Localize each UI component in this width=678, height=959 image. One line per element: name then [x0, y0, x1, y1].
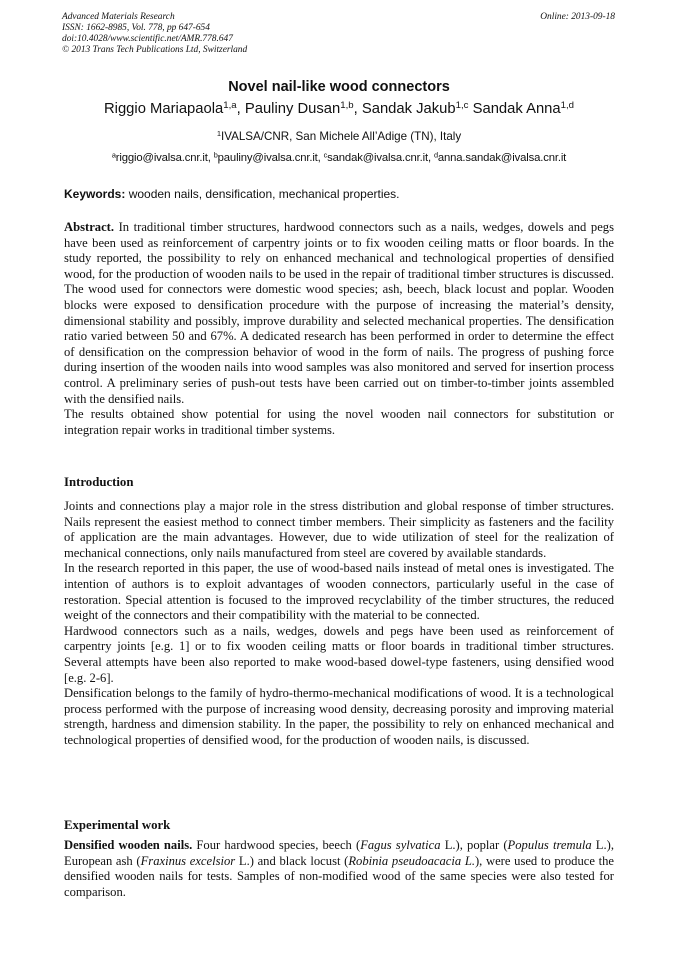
- email-address: anna.sandak@ivalsa.cnr.it: [437, 152, 567, 164]
- keywords-label: Keywords:: [64, 187, 126, 201]
- author-affil-mark: 1,c: [455, 100, 469, 112]
- experimental-paragraph: [64, 838, 614, 900]
- issn-line: ISSN: 1662-8985, Vol. 778, pp 647-654: [62, 23, 210, 33]
- author-name: Sandak Jakub: [361, 101, 456, 117]
- author-separator: ,: [353, 101, 362, 117]
- author-name: Riggio Mariapaola: [103, 101, 224, 117]
- keywords-text: wooden nails, densification, mechanical properties.: [125, 187, 400, 201]
- text-run: Four hardwood species, beech (: [192, 838, 361, 852]
- email-separator: ,: [427, 152, 434, 164]
- author-name: Sandak Anna: [472, 101, 561, 117]
- doi-line: doi:10.4028/www.scientific.net/AMR.778.647: [62, 34, 233, 44]
- email-mark: a: [111, 150, 116, 160]
- intro-paragraph: In the research reported in this paper, the use of wood-based nails instead of metal ones is investigated. The intention of authors is to exploit advantages of wooden connectors, particularly useful in the case of restoration. Special attention is focused to the improved recyclability of the timber structures, the reduced weight of the connectors and their compatibility with the material to be connected.: [64, 561, 614, 623]
- affiliation: [0, 130, 678, 143]
- text-run: ), were used to produce the densified wooden nails for tests. Samples of non-modified wood of the same species were also tested for comparison.: [64, 853, 614, 899]
- affiliation-mark: 1: [216, 129, 222, 139]
- text-run: L.), poplar (: [440, 838, 508, 852]
- email-address: sandak@ivalsa.cnr.it: [327, 152, 428, 164]
- text-run: L.), European ash (: [64, 838, 614, 868]
- introduction-heading: Introduction: [64, 475, 134, 489]
- journal-name: Advanced Materials Research: [62, 12, 175, 22]
- abstract: [64, 220, 614, 438]
- subsection-label: Densified wooden nails.: [64, 838, 193, 852]
- introduction-section: [64, 499, 614, 749]
- author-name: Pauliny Dusan: [244, 101, 341, 117]
- author-affil-mark: 1,d: [560, 100, 574, 112]
- species-name: Fraxinus excelsior: [140, 853, 236, 868]
- email-separator: ,: [317, 152, 324, 164]
- author-affil-mark: 1,b: [340, 100, 354, 112]
- abstract-label: Abstract.: [64, 220, 115, 234]
- abstract-paragraph: [64, 220, 614, 407]
- email-list: [0, 152, 678, 164]
- intro-paragraph: Hardwood connectors such as a nails, wedges, dowels and pegs have been used as reinforcement of carpentry joints [e.g. 1] or to fix wooden ceiling matts or floor boards in traditional timber structures. Several attempts have been also reported to make wood-based dowel-type fasteners, using densified wood [e.g. 2-6].: [64, 623, 614, 685]
- intro-paragraph: Joints and connections play a major role in the stress distribution and global response of timber structures. Nails represent the easiest method to connect timber members. Their simplicity as fasteners and the facility of application are the main advantages. However, due to wide utilization of steel for the realization of mechanical connections, only nails manufactured from steel are covered by available standards.: [64, 499, 614, 560]
- text-run: L.) and black locust (: [235, 853, 349, 868]
- email-mark: c: [323, 150, 328, 160]
- species-name: Robinia pseudoacacia L.: [348, 853, 475, 868]
- email-separator: ,: [207, 152, 214, 164]
- copyright-line: © 2013 Trans Tech Publications Ltd, Switzerland: [62, 45, 248, 55]
- email-address: riggio@ivalsa.cnr.it: [115, 152, 208, 164]
- email-mark: b: [213, 150, 218, 160]
- paper-title: Novel nail-like wood connectors: [228, 79, 450, 95]
- intro-paragraph: Densification belongs to the family of hydro-thermo-mechanical modifications of wood. It is a technological process performed with the purpose of increasing wood density, decreasing porosity and improving material strength, hardness and dimension stability. In the paper, the possibility to rely on enhanced mechanical and technological properties of densified wood, for the production of wooden nails, is discussed.: [64, 686, 614, 747]
- species-name: Populus tremula: [507, 838, 592, 852]
- author-affil-mark: 1,a: [223, 100, 237, 112]
- experimental-heading: Experimental work: [64, 818, 171, 832]
- affiliation-text: IVALSA/CNR, San Michele All’Adige (TN), Italy: [221, 130, 462, 143]
- online-date: Online: 2013-09-18: [540, 12, 615, 22]
- abstract-text: In traditional timber structures, hardwood connectors such as a nails, wedges, dowels and pegs have been used as reinforcement of carpentry joints or to fix wooden ceiling matts or floor boards. In the study reported, the possibility to rely on enhanced mechanical and technological properties of densified wood, for the production of wooden nails to be used in the repair of traditional timber structures is discussed. The wood used for connectors were domestic wood species; ash, beech, black locust and poplar. Wooden blocks were exposed to densification procedure with the purpose of increasing the material’s density, dimensional stability and possibly, improve durability and selected mechanical properties. The densification ratio varied between 50 and 67%. A dedicated research has been performed in order to determine the effect of densification on the compression behavior of wood in the form of nails. The progress of pushing force during insertion of the wooden nails into wood samples was also monitored and served for insertion process control. A preliminary series of push-out tests have been carried out on timber-to-timber joints assembled with the densified nails.: [64, 220, 614, 406]
- abstract-paragraph: The results obtained show potential for using the novel wooden nail connectors for substitution or integration repair works in traditional timber systems.: [64, 407, 614, 437]
- email-mark: d: [433, 150, 438, 160]
- author-list: [0, 101, 678, 117]
- email-address: pauliny@ivalsa.cnr.it: [217, 152, 318, 164]
- species-name: Fagus sylvatica: [360, 838, 441, 852]
- experimental-section: [64, 838, 614, 900]
- running-header: [62, 12, 615, 56]
- keywords: [64, 187, 614, 201]
- author-separator: ,: [236, 101, 245, 117]
